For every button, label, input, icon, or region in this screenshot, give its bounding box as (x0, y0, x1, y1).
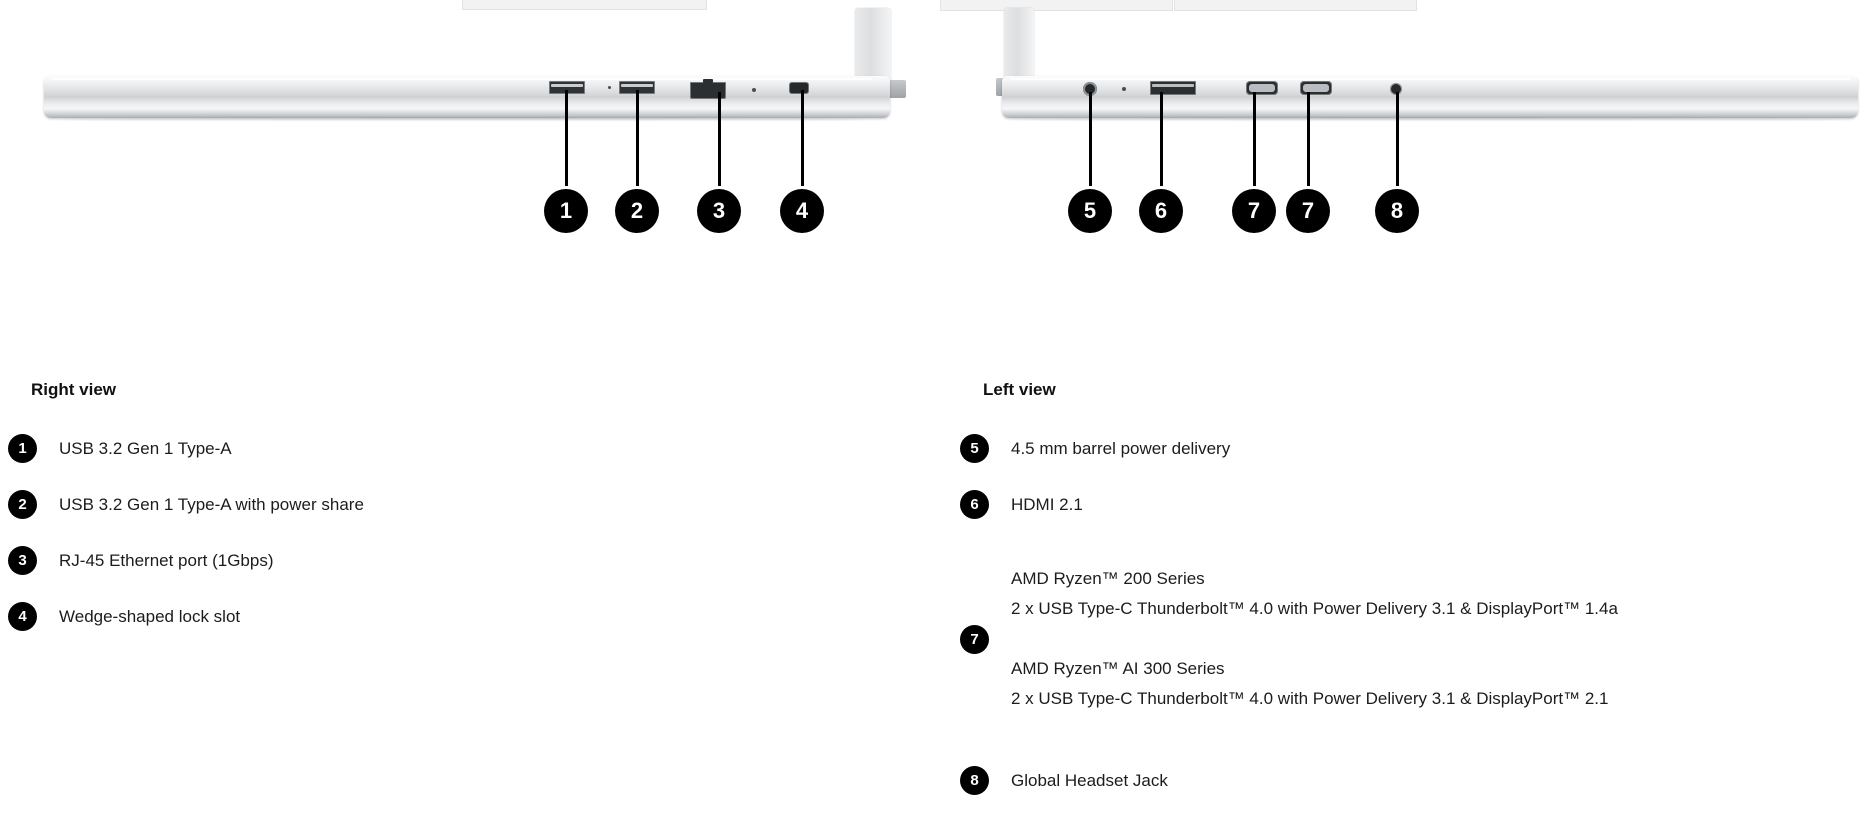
product-photo-area (0, 0, 1860, 260)
legend-line: 2 x USB Type-C Thunderbolt™ 4.0 with Power Delivery 3.1 & DisplayPort™ 2.1 (1011, 689, 1609, 708)
laptop-chassis (1002, 76, 1858, 118)
port-usb-c-1 (1246, 81, 1278, 95)
legend-line: AMD Ryzen™ 200 Series (1011, 569, 1205, 588)
legend-item (8, 602, 908, 632)
photo-callout-8: 8 (1375, 189, 1419, 233)
legend-item (960, 564, 1840, 714)
port-lock-slot (789, 82, 809, 94)
chassis-shadow (60, 118, 870, 121)
callout-leader-line (718, 92, 721, 186)
chassis-detail-dot (752, 88, 756, 92)
chassis-shadow (1012, 118, 1852, 121)
legend-item (8, 434, 908, 464)
callout-leader-line (1307, 92, 1310, 186)
chassis-detail-dot (1122, 87, 1126, 91)
legend-label-4: Wedge-shaped lock slot (59, 607, 241, 626)
callout-leader-line (636, 90, 639, 186)
legend-bullet-5: 5 (960, 434, 989, 463)
legend-label-6: HDMI 2.1 (1011, 495, 1083, 514)
legend-label-1: USB 3.2 Gen 1 Type-A (59, 439, 232, 458)
callout-leader-line (1396, 92, 1399, 186)
laptop-chassis (44, 76, 890, 118)
photo-callout-3: 3 (697, 189, 741, 233)
chassis-highlight (52, 78, 872, 80)
legend-label-8: Global Headset Jack (1011, 771, 1168, 790)
legend-group-ryzen-200 (1011, 564, 1618, 624)
port-usb-c-2 (1300, 81, 1332, 95)
photo-callout-4: 4 (780, 189, 824, 233)
right-view-legend (8, 380, 908, 658)
callout-leader-line (1160, 92, 1163, 186)
legend-bullet-4: 4 (8, 602, 37, 631)
callout-leader-line (1089, 92, 1092, 186)
photo-callout-7a: 7 (1232, 189, 1276, 233)
legend-bullet-3: 3 (8, 546, 37, 575)
legend-label-7 (1011, 564, 1618, 714)
legend-line: 2 x USB Type-C Thunderbolt™ 4.0 with Power Delivery 3.1 & DisplayPort™ 1.4a (1011, 599, 1618, 618)
legend-item (960, 490, 1840, 520)
legend-bullet-7: 7 (960, 625, 989, 654)
chassis-detail-dot (608, 86, 611, 89)
left-view-legend (960, 380, 1840, 822)
legend-bullet-2: 2 (8, 490, 37, 519)
legend-bullet-1: 1 (8, 434, 37, 463)
right-view-heading: Right view (31, 380, 117, 399)
chassis-highlight (1010, 78, 1850, 80)
photo-callout-5: 5 (1068, 189, 1112, 233)
callout-leader-line (801, 90, 804, 186)
left-view-heading: Left view (983, 380, 1056, 399)
photo-callout-6: 6 (1139, 189, 1183, 233)
background-panel (940, 0, 1173, 11)
legend-label-5: 4.5 mm barrel power delivery (1011, 439, 1231, 458)
legend-item (960, 766, 1840, 796)
legend-bullet-8: 8 (960, 766, 989, 795)
legend-group-ryzen-ai-300 (1011, 654, 1618, 714)
legend-item (960, 434, 1840, 464)
legend-item (8, 546, 908, 576)
port-hdmi (1150, 81, 1196, 95)
legend-label-2: USB 3.2 Gen 1 Type-A with power share (59, 495, 364, 514)
callout-leader-line (565, 90, 568, 186)
photo-callout-1: 1 (544, 189, 588, 233)
legend-item (8, 490, 908, 520)
callout-leader-line (1253, 92, 1256, 186)
background-panel (1174, 0, 1417, 11)
legend-line: AMD Ryzen™ AI 300 Series (1011, 659, 1225, 678)
photo-callout-2: 2 (615, 189, 659, 233)
photo-callout-7b: 7 (1286, 189, 1330, 233)
legend-label-3: RJ-45 Ethernet port (1Gbps) (59, 551, 274, 570)
background-panel (462, 0, 707, 10)
legend-bullet-6: 6 (960, 490, 989, 519)
